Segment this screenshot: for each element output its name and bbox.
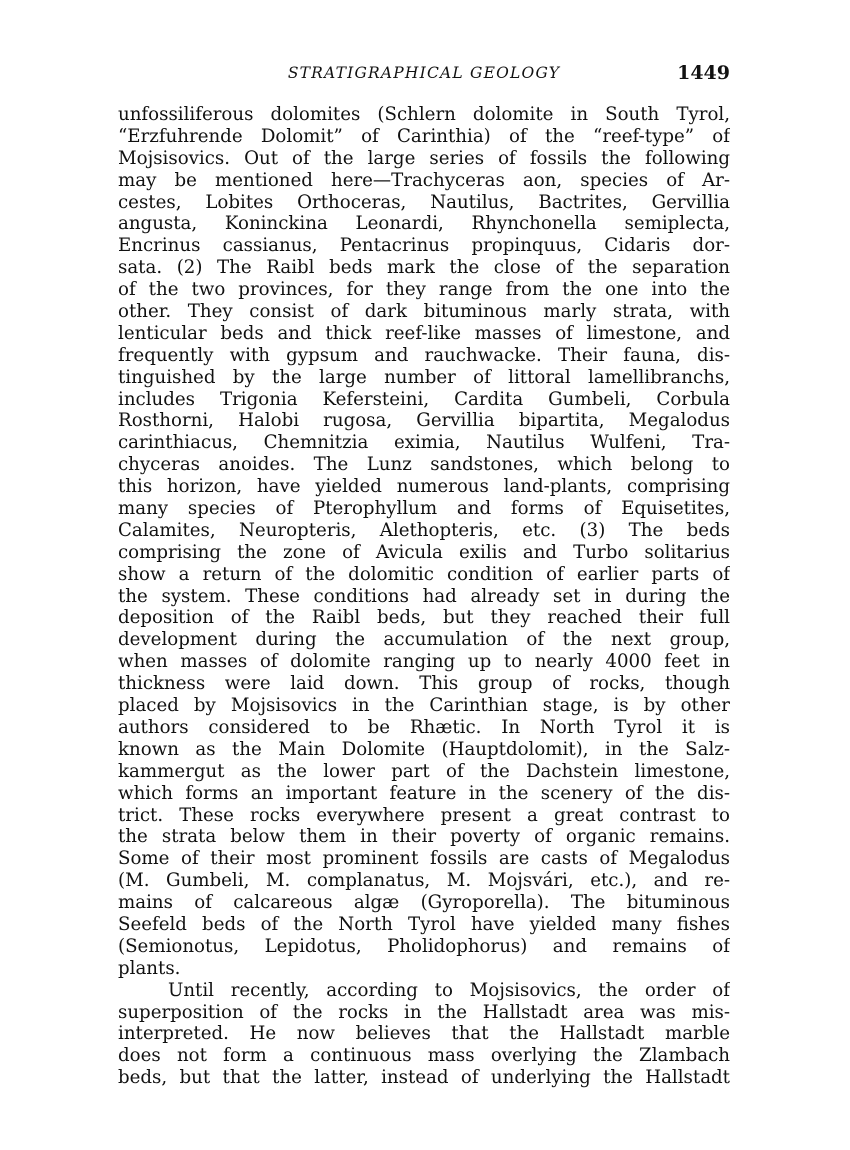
text-line: placed by Mojsisovics in the Carinthian stage, is by other	[118, 695, 730, 717]
text-line: sata. (2) The Raibl beds mark the close of the separation	[118, 257, 730, 279]
text-line: comprising the zone of Avicula exilis and Turbo solitarius	[118, 541, 730, 563]
text-line: lenticular beds and thick reef-like masses of limestone, and	[118, 322, 730, 344]
text-line: Calamites, Neuropteris, Alethopteris, etc. (3) The beds	[118, 519, 730, 541]
text-line: mains of calcareous algæ (Gyroporella). The bituminous	[118, 892, 730, 914]
text-line: includes Trigonia Kefersteini, Cardita Gumbeli, Corbula	[118, 388, 730, 410]
paragraph	[118, 104, 730, 980]
body-text	[118, 104, 730, 1089]
text-line: Encrinus cassianus, Pentacrinus propinquus, Cidaris dor-	[118, 235, 730, 257]
text-line: frequently with gypsum and rauchwacke. Their fauna, dis-	[118, 344, 730, 366]
text-line: “Erzfuhrende Dolomit” of Carinthia) of the “reef-type” of	[118, 125, 730, 147]
text-line: Rosthorni, Halobi rugosa, Gervillia bipartita, Megalodus	[118, 410, 730, 432]
running-title: STRATIGRAPHICAL GEOLOGY	[287, 64, 561, 82]
text-line: Some of their most prominent fossils are casts of Megalodus	[118, 848, 730, 870]
text-line: may be mentioned here—Trachyceras aon, species of Ar-	[118, 169, 730, 191]
text-line: deposition of the Raibl beds, but they reached their full	[118, 607, 730, 629]
paragraph	[118, 980, 730, 1089]
text-line: known as the Main Dolomite (Hauptdolomit), in the Salz-	[118, 738, 730, 760]
page-number: 1449	[677, 62, 730, 84]
text-line: unfossiliferous dolomites (Schlern dolomite in South Tyrol,	[118, 104, 730, 125]
text-line: cestes, Lobites Orthoceras, Nautilus, Bactrites, Gervillia	[118, 191, 730, 213]
text-line: Until recently, according to Mojsisovics, the order of	[168, 979, 730, 1001]
text-line: plants.	[118, 957, 181, 979]
text-line: Mojsisovics. Out of the large series of fossils the following	[118, 147, 730, 169]
text-line: chyceras anoides. The Lunz sandstones, which belong to	[118, 454, 730, 476]
text-line: this horizon, have yielded numerous land-plants, comprising	[118, 476, 730, 498]
text-line: beds, but that the latter, instead of underlying the Hallstadt	[118, 1067, 730, 1089]
text-line: tinguished by the large number of littoral lamellibranchs,	[118, 366, 730, 388]
text-line: Seefeld beds of the North Tyrol have yielded many fishes	[118, 913, 730, 935]
running-head	[118, 62, 730, 88]
text-line: kammergut as the lower part of the Dachstein limestone,	[118, 760, 730, 782]
text-line: thickness were laid down. This group of rocks, though	[118, 673, 730, 695]
text-line: of the two provinces, for they range from the one into the	[118, 279, 730, 301]
text-line: when masses of dolomite ranging up to nearly 4000 feet in	[118, 651, 730, 673]
text-line: many species of Pterophyllum and forms of Equisetites,	[118, 498, 730, 520]
text-line: the strata below them in their poverty of organic remains.	[118, 826, 730, 848]
text-line: other. They consist of dark bituminous marly strata, with	[118, 301, 730, 323]
text-line: (Semionotus, Lepidotus, Pholidophorus) and remains of	[118, 935, 730, 957]
text-line: does not form a continuous mass overlying the Zlambach	[118, 1045, 730, 1067]
text-line: show a return of the dolomitic condition of earlier parts of	[118, 563, 730, 585]
text-line: angusta, Koninckina Leonardi, Rhynchonella semiplecta,	[118, 213, 730, 235]
text-line: the system. These conditions had already set in during the	[118, 585, 730, 607]
text-line: carinthiacus, Chemnitzia eximia, Nautilus Wulfeni, Tra-	[118, 432, 730, 454]
text-line: interpreted. He now believes that the Hallstadt marble	[118, 1023, 730, 1045]
text-line: which forms an important feature in the scenery of the dis-	[118, 782, 730, 804]
text-line: superposition of the rocks in the Hallstadt area was mis-	[118, 1001, 730, 1023]
text-line: development during the accumulation of the next group,	[118, 629, 730, 651]
text-line: authors considered to be Rhætic. In North Tyrol it is	[118, 716, 730, 738]
text-line: trict. These rocks everywhere present a great contrast to	[118, 804, 730, 826]
text-line: (M. Gumbeli, M. complanatus, M. Mojsvári, etc.), and re-	[118, 870, 730, 892]
